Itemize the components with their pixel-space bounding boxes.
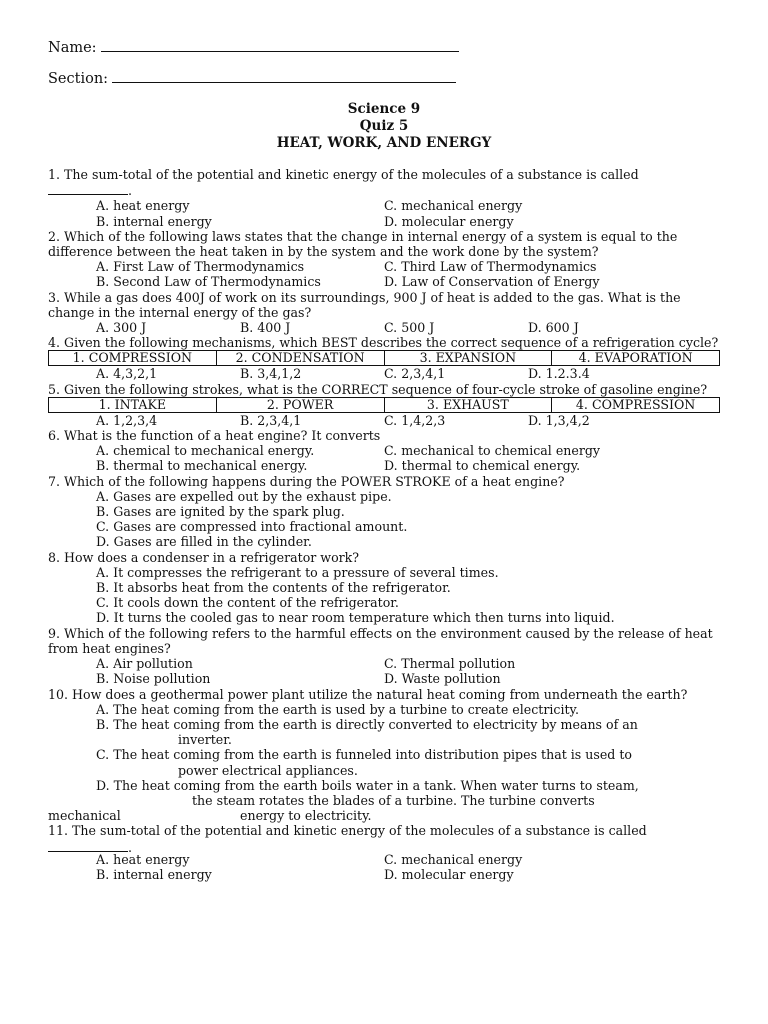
question-4-text: 4. Given the following mechanisms, which BEST describes the correct sequence of a refrigeration cycle? xyxy=(48,335,719,351)
option-a[interactable]: A. chemical to mechanical energy. xyxy=(96,443,315,459)
option-d[interactable]: D. thermal to chemical energy. xyxy=(384,458,581,474)
question-3-text: 3. While a gas does 400J of work on its surroundings, 900 J of heat is added to the gas. What is the change in the internal energy of the gas? xyxy=(48,289,681,320)
blank-suffix: . xyxy=(128,839,133,855)
table-cell: 4. COMPRESSION xyxy=(552,397,720,412)
option-b[interactable]: B. 400 J xyxy=(240,320,291,336)
option-a[interactable]: A. The heat coming from the earth is used by a turbine to create electricity. xyxy=(96,701,579,717)
quiz-topic: HEAT, WORK, AND ENERGY xyxy=(276,135,492,151)
question-9-text: 9. Which of the following refers to the harmful effects on the environment caused by the release of heat from heat engines? xyxy=(48,625,713,656)
section-line xyxy=(48,68,456,87)
question-11 xyxy=(48,823,720,854)
option-b[interactable]: B. 2,3,4,1 xyxy=(240,412,302,428)
subject-title: Science 9 xyxy=(347,101,421,117)
question-10-text: 10. How does a geothermal power plant utilize the natural heat coming from underneath the earth? xyxy=(48,686,688,702)
option-d[interactable]: D. 600 J xyxy=(528,320,579,336)
table-cell: 2. POWER xyxy=(216,397,384,412)
table-cell: 1. COMPRESSION xyxy=(49,351,217,366)
option-c[interactable]: C. 500 J xyxy=(384,320,435,336)
option-d[interactable] xyxy=(48,778,720,808)
option-b[interactable]: B. internal energy xyxy=(96,866,212,882)
question-5-text: 5. Given the following strokes, what is the CORRECT sequence of four-cycle stroke of gasoline engine? xyxy=(48,381,708,397)
option-a[interactable]: A. heat energy xyxy=(96,198,190,214)
question-2-text: 2. Which of the following laws states that the change in internal energy of a system is equal to the difference between the heat taken in by the system and the work done by the system? xyxy=(48,228,678,260)
option-d-line-2: the steam rotates the blades of a turbine. The turbine converts xyxy=(192,792,595,808)
option-b-line-1: B. The heat coming from the earth is directly converted to electricity by means of an xyxy=(96,716,638,732)
name-line xyxy=(48,37,459,56)
option-d-line-3-end: energy to electricity. xyxy=(240,808,372,824)
option-a[interactable]: A. 1,2,3,4 xyxy=(96,412,158,428)
option-a[interactable]: A. 300 J xyxy=(96,320,147,336)
answer-blank[interactable] xyxy=(48,839,128,852)
option-c[interactable]: C. Third Law of Thermodynamics xyxy=(384,259,597,275)
question-11-text: 11. The sum-total of the potential and kinetic energy of the molecules of a substance is called xyxy=(48,823,647,839)
option-c[interactable]: C. 1,4,2,3 xyxy=(384,412,446,428)
refrigeration-mechanisms-table xyxy=(48,350,720,366)
option-b[interactable]: B. Noise pollution xyxy=(96,671,211,687)
option-d[interactable]: D. Gases are filled in the cylinder. xyxy=(96,534,312,550)
option-a[interactable]: A. 4,3,2,1 xyxy=(96,366,158,382)
option-b[interactable]: B. It absorbs heat from the contents of the refrigerator. xyxy=(96,580,451,596)
option-c[interactable]: C. mechanical to chemical energy xyxy=(384,443,601,459)
option-c[interactable] xyxy=(48,747,720,777)
answer-blank[interactable] xyxy=(48,182,128,195)
questions xyxy=(48,167,720,882)
option-d-line-1: D. The heat coming from the earth boils water in a tank. When water turns to steam, xyxy=(96,777,639,793)
section-blank[interactable] xyxy=(112,68,456,83)
option-b[interactable] xyxy=(48,717,720,747)
option-d[interactable]: D. molecular energy xyxy=(384,213,514,229)
option-d[interactable]: D. Waste pollution xyxy=(384,671,501,687)
option-c[interactable]: C. It cools down the content of the refrigerator. xyxy=(96,595,399,611)
table-cell: 3. EXHAUST xyxy=(384,397,552,412)
option-a[interactable]: A. Gases are expelled out by the exhaust pipe. xyxy=(96,488,392,504)
option-a[interactable]: A. Air pollution xyxy=(96,656,193,672)
option-c[interactable]: C. 2,3,4,1 xyxy=(384,366,446,382)
question-8-text: 8. How does a condenser in a refrigerator work? xyxy=(48,549,360,565)
option-c[interactable]: C. Thermal pollution xyxy=(384,656,516,672)
option-b[interactable]: B. thermal to mechanical energy. xyxy=(96,458,308,474)
option-a[interactable]: A. First Law of Thermodynamics xyxy=(96,259,305,275)
option-b[interactable]: B. internal energy xyxy=(96,213,212,229)
option-d[interactable]: D. molecular energy xyxy=(384,866,514,882)
question-7-text: 7. Which of the following happens during the POWER STROKE of a heat engine? xyxy=(48,473,565,489)
option-d-line-3-start: mechanical xyxy=(48,808,121,824)
option-a[interactable]: A. heat energy xyxy=(96,851,190,867)
question-6-text: 6. What is the function of a heat engine? It converts xyxy=(48,428,381,444)
engine-strokes-table xyxy=(48,397,720,413)
option-d-line-3 xyxy=(48,808,720,823)
blank-suffix: . xyxy=(128,183,133,199)
name-blank[interactable] xyxy=(101,37,459,52)
option-c[interactable]: C. Gases are compressed into fractional amount. xyxy=(96,519,408,535)
option-c[interactable]: C. mechanical energy xyxy=(384,198,523,214)
option-c-line-2: power electrical appliances. xyxy=(178,762,358,778)
question-1-text: 1. The sum-total of the potential and kinetic energy of the molecules of a substance is called xyxy=(48,167,639,182)
section-label: Section: xyxy=(48,71,109,87)
option-b[interactable]: B. 3,4,1,2 xyxy=(240,366,302,382)
table-cell: 4. EVAPORATION xyxy=(552,351,720,366)
option-d[interactable]: D. Law of Conservation of Energy xyxy=(384,274,600,290)
option-b-line-2: inverter. xyxy=(178,732,232,748)
option-c-line-1: C. The heat coming from the earth is funneled into distribution pipes that is used to xyxy=(96,747,633,763)
option-a[interactable]: A. It compresses the refrigerant to a pressure of several times. xyxy=(96,564,499,580)
option-c[interactable]: C. mechanical energy xyxy=(384,851,523,867)
name-label: Name: xyxy=(48,40,97,56)
option-b[interactable]: B. Gases are ignited by the spark plug. xyxy=(96,504,345,520)
table-cell: 2. CONDENSATION xyxy=(216,351,384,366)
option-d[interactable]: D. 1,3,4,2 xyxy=(528,412,590,428)
option-d[interactable]: D. It turns the cooled gas to near room temperature which then turns into liquid. xyxy=(96,610,615,626)
question-1 xyxy=(48,167,720,198)
quiz-number: Quiz 5 xyxy=(359,118,409,134)
option-b[interactable]: B. Second Law of Thermodynamics xyxy=(96,274,321,290)
table-cell: 1. INTAKE xyxy=(49,397,217,412)
table-cell: 3. EXPANSION xyxy=(384,351,552,366)
option-d[interactable]: D. 1.2.3.4 xyxy=(528,366,590,382)
